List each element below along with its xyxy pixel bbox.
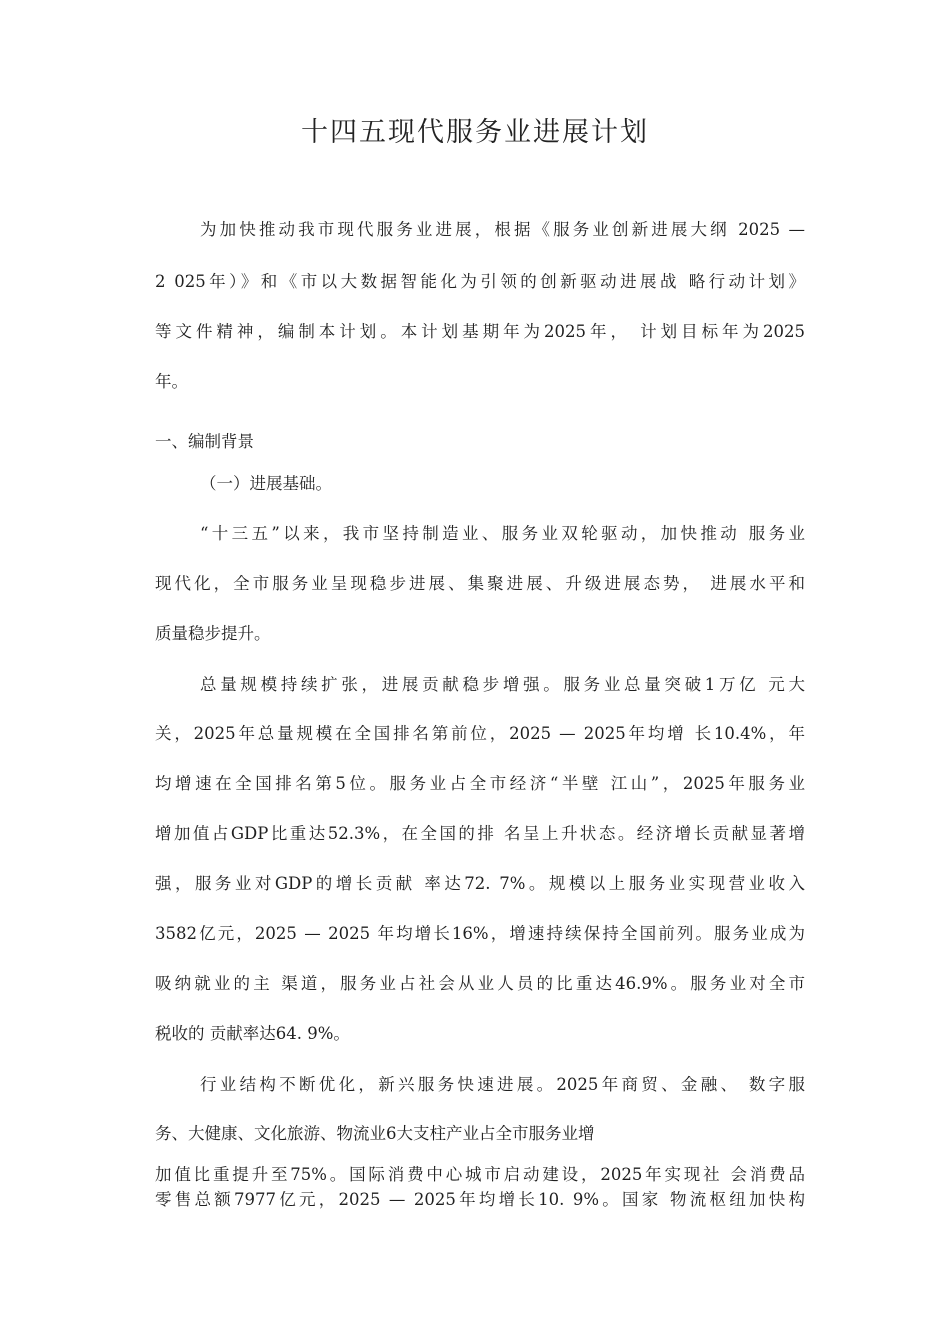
document-title: 十四五现代服务业进展计划 <box>301 117 649 148</box>
para3-line-1: 行业结构不断优化，新兴服务快速进展。2025年商贸、金融、 数字服 <box>200 1075 805 1094</box>
para2-line-6: 3582亿元，2025 — 2025 年均增长16%，增速持续保持全国前列。服务业成为 <box>155 924 805 943</box>
intro-line-4: 年。 <box>155 372 188 391</box>
para2-line-7: 吸纳就业的主 渠道，服务业占社会从业人员的比重达46.9%。服务业对全市 <box>155 974 805 993</box>
para1-line-2: 现代化，全市服务业呈现稳步进展、集聚进展、升级进展态势， 进展水平和 <box>155 574 805 593</box>
intro-line-1: 为加快推动我市现代服务业进展，根据《服务业创新进展大纲 2025 — <box>200 220 805 239</box>
para2-line-8: 税收的 贡献率达64. 9%。 <box>155 1024 350 1043</box>
para2-line-2: 关，2025年总量规模在全国排名第前位，2025 — 2025年均增 长10.4%，年 <box>155 724 805 743</box>
intro-line-2: 2 025年）》和《市以大数据智能化为引领的创新驱动进展战 略行动计划》 <box>155 272 805 291</box>
para2-line-4: 增加值占GDP比重达52.3%，在全国的排 名呈上升状态。经济增长贡献显著增 <box>155 824 805 843</box>
para2-line-5: 强，服务业对GDP的增长贡献 率达72. 7%。规模以上服务业实现营业收入 <box>155 874 805 893</box>
intro-line-3: 等文件精神，编制本计划。本计划基期年为2025年， 计划目标年为2025 <box>155 322 805 341</box>
para1-line-3: 质量稳步提升。 <box>155 624 271 643</box>
para4-line-2: 零售总额7977亿元，2025 — 2025年均增长10. 9%。国家 物流枢纽加快构 <box>155 1190 805 1209</box>
para2-line-1: 总量规模持续扩张，进展贡献稳步增强。服务业总量突破1万亿 元大 <box>200 675 805 694</box>
para3-line-2: 务、大健康、文化旅游、物流业6大支柱产业占全市服务业增 <box>155 1124 595 1143</box>
subsection-heading: （一）进展基础。 <box>200 474 332 493</box>
para1-line-1: “十三五”以来，我市坚持制造业、服务业双轮驱动，加快推动 服务业 <box>200 524 805 543</box>
section-heading: 一、编制背景 <box>155 432 254 451</box>
para4-line-1: 加值比重提升至75%。国际消费中心城市启动建设，2025年实现社 会消费品 <box>155 1165 805 1184</box>
para2-line-3: 均增速在全国排名第5位。服务业占全市经济“半壁 江山”，2025年服务业 <box>155 774 805 793</box>
